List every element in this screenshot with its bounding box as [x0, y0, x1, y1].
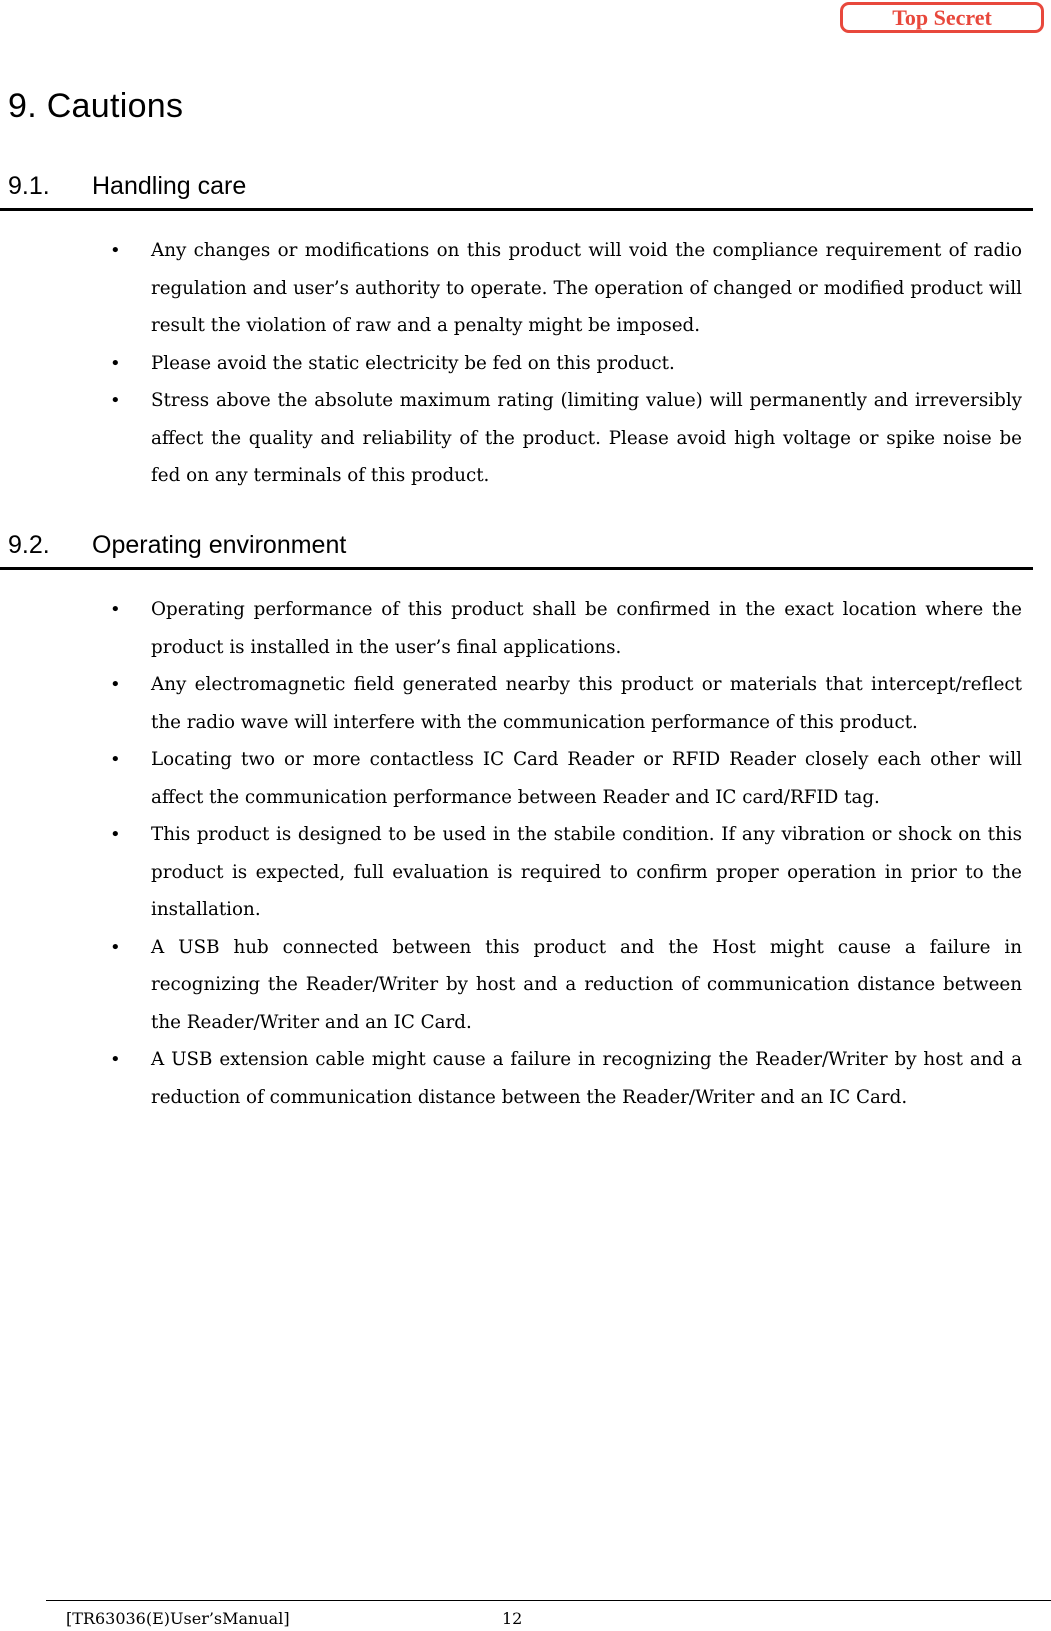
list-item-text: This product is designed to be used in the stabile condition. If any vibration or shock on this product is expected, full evaluation is required to confirm proper operation in prior to the installation. [151, 824, 1022, 920]
list-item-text: A USB extension cable might cause a failure in recognizing the Reader/Writer by host and a reduction of communication distance between the Reader/Writer and an IC Card. [151, 1049, 1022, 1108]
list-item-text: Operating performance of this product shall be confirmed in the exact location where the product is installed in the user’s final applications. [151, 599, 1022, 658]
section-title: Operating environment [92, 531, 347, 559]
list-item-text: Any electromagnetic field generated nearby this product or materials that intercept/reflect the radio wave will interfere with the communication performance of this product. [151, 674, 1022, 733]
list-item-text: Any changes or modifications on this product will void the compliance requirement of radio regulation and user’s authority to operate. The operation of changed or modified product will result the violation of raw and a penalty might be imposed. [151, 240, 1022, 336]
bullet-icon: • [110, 352, 121, 374]
list-item [0, 929, 1033, 1042]
section-title: Handling care [92, 172, 247, 200]
section-operating-environment [0, 525, 1033, 1116]
list-item [0, 816, 1033, 929]
section-heading [0, 166, 1033, 211]
list-item-text: Locating two or more contactless IC Card Reader or RFID Reader closely each other will affect the communication performance between Reader and IC card/RFID tag. [151, 749, 1022, 808]
list-item [0, 666, 1033, 741]
bullet-list [0, 591, 1033, 1116]
bullet-icon: • [110, 674, 121, 695]
section-number: 9.1. [8, 172, 50, 200]
bullet-list [0, 232, 1033, 495]
bullet-icon: • [110, 599, 121, 620]
bullet-icon: • [110, 390, 121, 411]
section-heading [0, 525, 1033, 570]
bullet-icon: • [110, 1049, 121, 1070]
bullet-icon: • [110, 749, 121, 770]
list-item-text: Please avoid the static electricity be fed on this product. [151, 352, 675, 374]
list-item-text: A USB hub connected between this product and the Host might cause a failure in recognizing the Reader/Writer by host and a reduction of communication distance between the Reader/Writer and an IC Card. [151, 936, 1022, 1033]
bullet-icon: • [110, 936, 121, 958]
list-item [0, 591, 1033, 666]
list-item-text: Stress above the absolute maximum rating (limiting value) will permanently and irreversibly affect the quality and reliability of the product. Please avoid high voltage or spike noise be fed on any terminals of this product. [151, 390, 1022, 486]
bullet-icon: • [110, 824, 121, 845]
page-number: 12 [502, 1609, 523, 1628]
list-item [0, 1041, 1033, 1116]
list-item [0, 345, 1033, 383]
top-secret-stamp: Top Secret [840, 2, 1044, 33]
bullet-icon: • [110, 240, 121, 261]
section-number: 9.2. [8, 531, 50, 559]
list-item [0, 232, 1033, 345]
footer-divider [46, 1600, 1051, 1601]
chapter-title: 9. Cautions [8, 87, 184, 125]
list-item [0, 382, 1033, 495]
list-item [0, 741, 1033, 816]
footer-document-name: [TR63036(E)User’sManual] [66, 1609, 290, 1628]
section-handling-care [0, 166, 1033, 495]
